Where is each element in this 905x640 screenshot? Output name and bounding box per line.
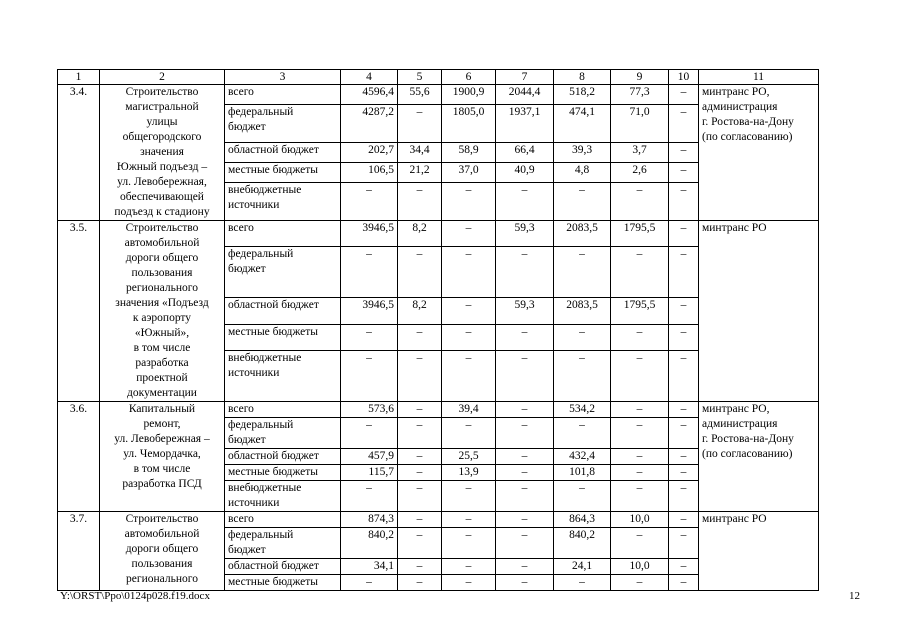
text-line: федеральный [228, 529, 294, 541]
text-line: «Южный», [134, 327, 190, 339]
amount-cell: – [398, 104, 442, 142]
amount-cell: – [611, 247, 669, 298]
text-line: областной бюджет [228, 560, 319, 572]
budget-table [57, 69, 819, 591]
amount-cell: – [398, 512, 442, 528]
amount-cell: – [669, 465, 699, 481]
amount-cell: – [442, 350, 496, 401]
amount-cell: – [398, 247, 442, 298]
amount-cell: 432,4 [554, 449, 611, 465]
text-line: значения [140, 146, 184, 158]
amount-cell: – [496, 350, 554, 401]
amount-cell: 4287,2 [341, 104, 398, 142]
amount-cell: – [611, 528, 669, 559]
text-line: Строительство [125, 513, 199, 525]
amount-cell: 840,2 [554, 528, 611, 559]
amount-cell: 202,7 [341, 143, 398, 163]
page-number: 12 [849, 590, 860, 602]
text-line: внебюджетные [228, 351, 302, 364]
text-line: местные бюджеты [228, 576, 319, 588]
amount-cell: – [669, 104, 699, 142]
responsible-executor [699, 85, 819, 221]
amount-cell: – [398, 559, 442, 575]
text-line: областной бюджет [228, 450, 319, 462]
item-name [100, 85, 225, 221]
text-line: к аэропорту [132, 312, 192, 324]
text-line: проектной [136, 372, 188, 384]
amount-cell: 10,0 [611, 559, 669, 575]
amount-cell: – [554, 324, 611, 350]
responsible-executor [699, 402, 819, 512]
column-number-8: 8 [554, 70, 611, 85]
funding-source [225, 324, 341, 350]
amount-cell: – [341, 324, 398, 350]
amount-cell: – [442, 481, 496, 512]
text-line: минтранс РО, [702, 403, 770, 415]
amount-cell: – [442, 575, 496, 591]
amount-cell: – [496, 449, 554, 465]
amount-cell: – [496, 575, 554, 591]
amount-cell: 1937,1 [496, 104, 554, 142]
funding-source [225, 528, 341, 559]
amount-cell: – [398, 449, 442, 465]
amount-cell: – [669, 418, 699, 449]
amount-cell: – [442, 559, 496, 575]
text-line: Южный подъезд – [116, 161, 208, 173]
amount-cell: – [496, 481, 554, 512]
column-number-2: 2 [100, 70, 225, 85]
text-line: минтранс РО [702, 222, 767, 234]
amount-cell: – [669, 162, 699, 182]
amount-cell: 8,2 [398, 221, 442, 247]
amount-cell: – [442, 221, 496, 247]
amount-cell: 864,3 [554, 512, 611, 528]
column-number-7: 7 [496, 70, 554, 85]
amount-cell: 2,6 [611, 162, 669, 182]
amount-cell: – [669, 575, 699, 591]
text-line: дороги общего [125, 252, 199, 264]
text-line: Капитальный [128, 403, 196, 415]
column-number-6: 6 [442, 70, 496, 85]
item-number: 3.6. [58, 402, 100, 512]
table-row [58, 512, 819, 528]
funding-source [225, 104, 341, 142]
amount-cell: 4596,4 [341, 85, 398, 105]
amount-cell: 34,4 [398, 143, 442, 163]
text-line: бюджет [228, 434, 266, 446]
amount-cell: – [442, 528, 496, 559]
text-line: бюджет [228, 120, 266, 133]
text-line: (по согласованию) [702, 131, 793, 143]
text-line: автомобильной [124, 237, 200, 249]
column-number-11: 11 [699, 70, 819, 85]
amount-cell: – [669, 85, 699, 105]
amount-cell: – [554, 350, 611, 401]
text-line: разработка ПСД [122, 478, 202, 490]
text-line: федеральный [228, 419, 294, 431]
amount-cell: – [398, 182, 442, 220]
text-line: внебюджетные [228, 482, 302, 494]
amount-cell: – [554, 182, 611, 220]
funding-source [225, 162, 341, 182]
amount-cell: 3946,5 [341, 221, 398, 247]
funding-source [225, 418, 341, 449]
funding-source [225, 85, 341, 105]
amount-cell: – [496, 528, 554, 559]
text-line: областной бюджет [228, 299, 319, 312]
amount-cell: – [669, 350, 699, 401]
amount-cell: – [341, 247, 398, 298]
amount-cell: 10,0 [611, 512, 669, 528]
amount-cell: – [442, 512, 496, 528]
text-line: источники [228, 497, 280, 509]
amount-cell: 25,5 [442, 449, 496, 465]
amount-cell: – [496, 465, 554, 481]
amount-cell: 106,5 [341, 162, 398, 182]
text-line: местные бюджеты [228, 466, 319, 478]
item-name [100, 402, 225, 512]
text-line: федеральный [228, 105, 294, 118]
funding-source [225, 221, 341, 247]
text-line: разработка [135, 357, 189, 369]
amount-cell: – [611, 402, 669, 418]
table-body [58, 70, 819, 591]
amount-cell: – [442, 298, 496, 324]
amount-cell: 21,2 [398, 162, 442, 182]
text-line: регионального [126, 282, 198, 294]
amount-cell: – [442, 324, 496, 350]
amount-cell: – [669, 512, 699, 528]
amount-cell: – [669, 298, 699, 324]
amount-cell: 457,9 [341, 449, 398, 465]
funding-source [225, 182, 341, 220]
amount-cell: 71,0 [611, 104, 669, 142]
amount-cell: 3946,5 [341, 298, 398, 324]
amount-cell: – [611, 575, 669, 591]
column-number-5: 5 [398, 70, 442, 85]
text-line: источники [228, 198, 280, 211]
amount-cell: – [554, 481, 611, 512]
funding-source [225, 143, 341, 163]
amount-cell: 1795,5 [611, 298, 669, 324]
amount-cell: – [496, 559, 554, 575]
amount-cell: 1900,9 [442, 85, 496, 105]
footer-file-path: Y:\ORST\Ppo\0124p028.f19.docx [60, 590, 210, 602]
amount-cell: – [398, 528, 442, 559]
amount-cell: – [496, 247, 554, 298]
text-line: всего [228, 513, 254, 525]
text-line: внебюджетные [228, 183, 302, 196]
amount-cell: – [496, 402, 554, 418]
funding-source [225, 298, 341, 324]
text-line: (по согласованию) [702, 448, 793, 460]
amount-cell: – [341, 575, 398, 591]
item-name [100, 512, 225, 591]
funding-source [225, 350, 341, 401]
text-line: обеспечивающей [120, 191, 204, 203]
amount-cell: – [341, 182, 398, 220]
text-line: пользования [131, 558, 193, 570]
amount-cell: 37,0 [442, 162, 496, 182]
item-number: 3.5. [58, 221, 100, 402]
amount-cell: – [669, 182, 699, 220]
column-number-4: 4 [341, 70, 398, 85]
item-number: 3.4. [58, 85, 100, 221]
amount-cell: 573,6 [341, 402, 398, 418]
text-line: ул. Левобережная, [117, 176, 207, 188]
amount-cell: – [611, 449, 669, 465]
amount-cell: 39,4 [442, 402, 496, 418]
amount-cell: – [398, 575, 442, 591]
funding-source [225, 449, 341, 465]
amount-cell: 13,9 [442, 465, 496, 481]
amount-cell: 2083,5 [554, 221, 611, 247]
amount-cell: – [398, 350, 442, 401]
amount-cell: 534,2 [554, 402, 611, 418]
text-line: минтранс РО [702, 513, 767, 525]
text-line: ул. Левобережная – [114, 433, 210, 445]
column-number-10: 10 [669, 70, 699, 85]
text-line: пользования [131, 267, 193, 279]
text-line: местные бюджеты [228, 325, 319, 338]
amount-cell: 24,1 [554, 559, 611, 575]
amount-cell: 34,1 [341, 559, 398, 575]
amount-cell: – [611, 182, 669, 220]
funding-source [225, 512, 341, 528]
responsible-executor [699, 512, 819, 591]
funding-source [225, 481, 341, 512]
column-number-row [58, 70, 819, 85]
amount-cell: 1795,5 [611, 221, 669, 247]
amount-cell: 3,7 [611, 143, 669, 163]
amount-cell: – [669, 449, 699, 465]
funding-source [225, 465, 341, 481]
amount-cell: – [496, 512, 554, 528]
amount-cell: 59,3 [496, 298, 554, 324]
amount-cell: 39,3 [554, 143, 611, 163]
text-line: в том числе [133, 342, 191, 354]
amount-cell: 101,8 [554, 465, 611, 481]
amount-cell: – [398, 481, 442, 512]
table-row [58, 85, 819, 105]
amount-cell: 4,8 [554, 162, 611, 182]
text-line: минтранс РО, [702, 86, 770, 98]
amount-cell: – [496, 418, 554, 449]
amount-cell: – [611, 324, 669, 350]
amount-cell: 2083,5 [554, 298, 611, 324]
amount-cell: 2044,4 [496, 85, 554, 105]
text-line: ремонт, [143, 418, 181, 430]
text-line: бюджет [228, 263, 266, 276]
text-line: источники [228, 366, 280, 379]
amount-cell: – [496, 182, 554, 220]
amount-cell: – [669, 221, 699, 247]
text-line: областной бюджет [228, 144, 319, 157]
amount-cell: 8,2 [398, 298, 442, 324]
text-line: администрация [702, 101, 778, 113]
amount-cell: – [669, 143, 699, 163]
text-line: общегородского [122, 131, 202, 143]
text-line: значения «Подъезд [115, 297, 209, 309]
text-line: г. Ростова-на-Дону [702, 433, 794, 445]
amount-cell: 115,7 [341, 465, 398, 481]
amount-cell: – [554, 575, 611, 591]
table-row [58, 221, 819, 247]
amount-cell: – [611, 418, 669, 449]
text-line: дороги общего [125, 543, 199, 555]
text-line: местные бюджеты [228, 163, 319, 176]
text-line: автомобильной [124, 528, 200, 540]
text-line: всего [228, 403, 254, 415]
table-row [58, 402, 819, 418]
amount-cell: – [611, 481, 669, 512]
column-number-1: 1 [58, 70, 100, 85]
amount-cell: – [611, 465, 669, 481]
item-name [100, 221, 225, 402]
text-line: улицы [146, 116, 178, 128]
text-line: Строительство [125, 222, 199, 234]
amount-cell: – [669, 324, 699, 350]
amount-cell: – [669, 402, 699, 418]
text-line: в том числе [133, 463, 191, 475]
funding-source [225, 402, 341, 418]
amount-cell: – [669, 559, 699, 575]
amount-cell: 40,9 [496, 162, 554, 182]
text-line: ул. Чемордачка, [123, 448, 201, 460]
column-number-3: 3 [225, 70, 341, 85]
amount-cell: – [442, 247, 496, 298]
amount-cell: – [341, 418, 398, 449]
amount-cell: 55,6 [398, 85, 442, 105]
text-line: Строительство [125, 86, 199, 98]
amount-cell: – [611, 350, 669, 401]
amount-cell: 518,2 [554, 85, 611, 105]
text-line: подъезд к стадиону [114, 206, 210, 218]
text-line: администрация [702, 418, 778, 430]
item-number: 3.7. [58, 512, 100, 591]
amount-cell: 66,4 [496, 143, 554, 163]
text-line: федеральный [228, 248, 294, 261]
text-line: всего [228, 222, 254, 234]
amount-cell: 840,2 [341, 528, 398, 559]
responsible-executor [699, 221, 819, 402]
amount-cell: – [442, 182, 496, 220]
funding-source [225, 559, 341, 575]
amount-cell: – [669, 528, 699, 559]
text-line: документации [127, 387, 197, 399]
amount-cell: 59,3 [496, 221, 554, 247]
text-line: магистральной [125, 101, 199, 113]
amount-cell: 874,3 [341, 512, 398, 528]
amount-cell: – [398, 465, 442, 481]
amount-cell: – [341, 350, 398, 401]
column-number-9: 9 [611, 70, 669, 85]
amount-cell: 474,1 [554, 104, 611, 142]
amount-cell: – [398, 418, 442, 449]
amount-cell: – [341, 481, 398, 512]
amount-cell: 77,3 [611, 85, 669, 105]
funding-source [225, 575, 341, 591]
amount-cell: – [442, 418, 496, 449]
amount-cell: – [554, 418, 611, 449]
text-line: регионального [126, 573, 198, 585]
text-line: г. Ростова-на-Дону [702, 116, 794, 128]
funding-source [225, 247, 341, 298]
amount-cell: – [496, 324, 554, 350]
amount-cell: 1805,0 [442, 104, 496, 142]
amount-cell: – [669, 481, 699, 512]
amount-cell: – [398, 324, 442, 350]
text-line: бюджет [228, 544, 266, 556]
amount-cell: – [669, 247, 699, 298]
amount-cell: 58,9 [442, 143, 496, 163]
amount-cell: – [398, 402, 442, 418]
amount-cell: – [554, 247, 611, 298]
text-line: всего [228, 86, 254, 98]
